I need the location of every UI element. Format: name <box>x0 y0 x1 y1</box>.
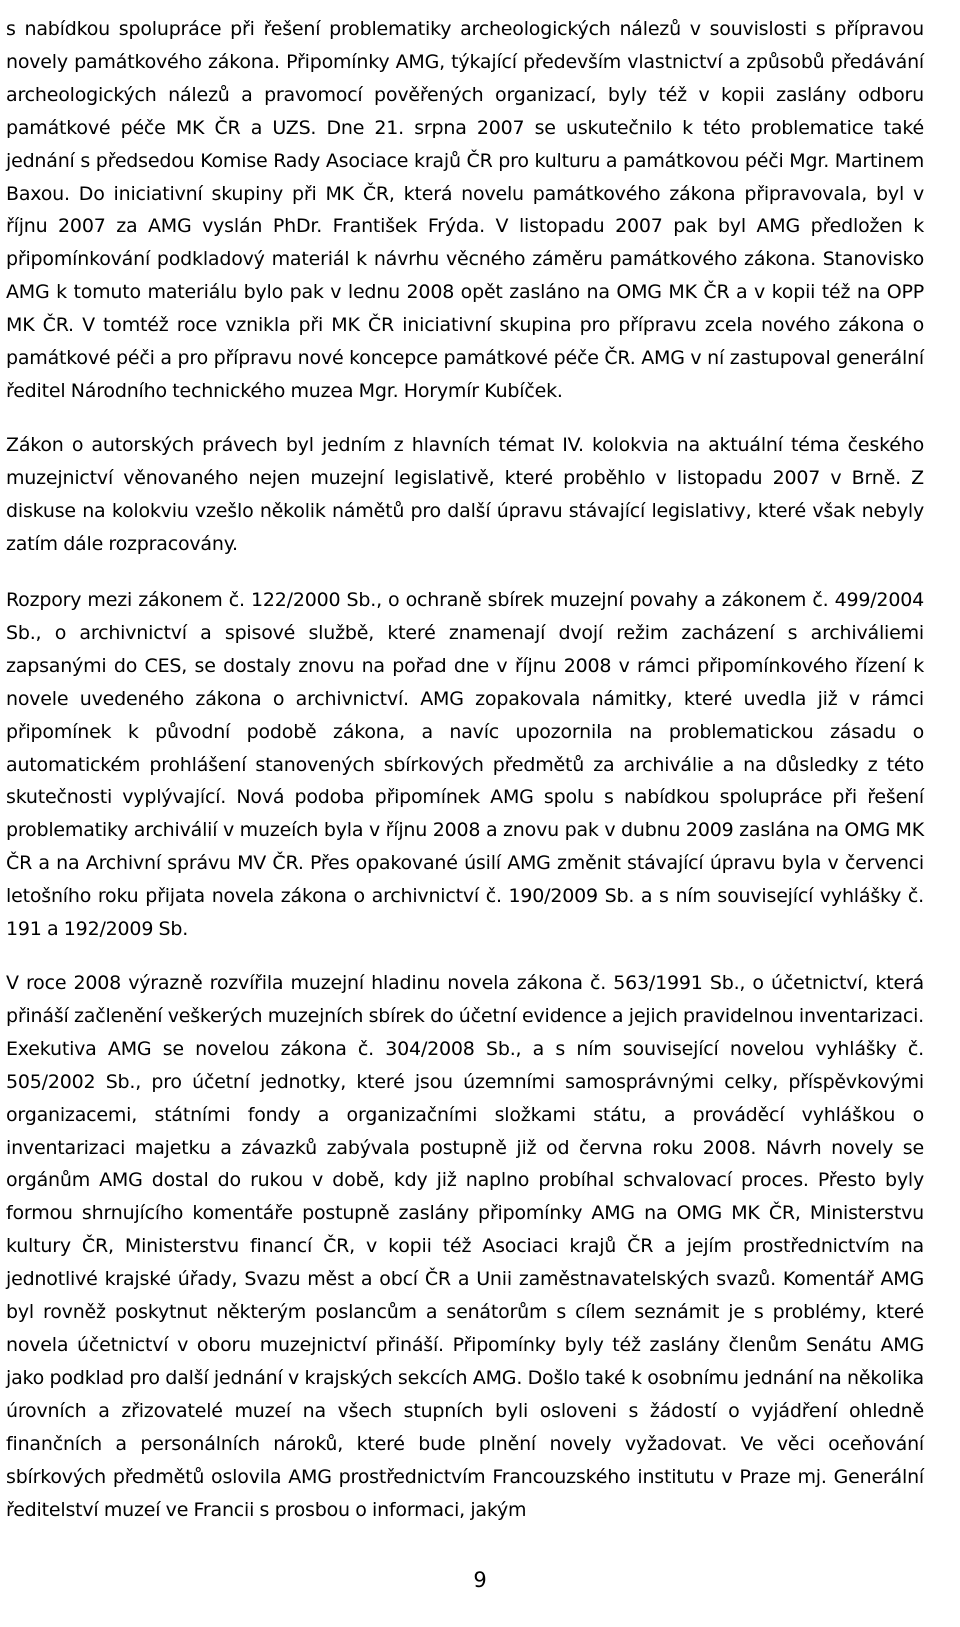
paragraph-archives: Rozpory mezi zákonem č. 122/2000 Sb., o ochraně sbírek muzejní povahy a zákonem č. 499/2004 Sb., o archivnictví a spisové službě, které znamenají dvojí režim zacházení s archiváliemi zapsanými do CES, se dostaly znovu na pořad dne v říjnu 2008 v rámci připomínkového řízení k novele uvedeného zákona o archivnictví. AMG zopakovala námitky, které uvedla již v rámci připomínek k původní podobě zákona, a navíc upozornila na problematickou zásadu o automatickém prohlášení stanovených sbírkových předmětů za archiválie a na důsledky z této skutečnosti vyplývající. Nová podoba připomínek AMG spolu s nabídkou spolupráce při řešení problematiky archiválií v muzeích byla v říjnu 2008 a znovu pak v dubnu 2009 zaslána na OMG MK ČR a na Archivní správu MV ČR. Přes opakované úsilí AMG změnit stávající úpravu byla v červenci letošního roku přijata novela zákona o archivnictví č. 190/2009 Sb. a s ním související vyhlášky č. 191 a 192/2009 Sb. <box>6 589 924 941</box>
page-number: 9 <box>473 1568 487 1592</box>
paragraph-archeology: s nabídkou spolupráce při řešení problematiky archeologických nálezů v souvislosti s přípravou novely památkového zákona. Připomínky AMG, týkající především vlastnictví a způsobů předávání archeologických nálezů a pravomocí pověřených organizací, byly též v kopii zaslány odboru památkové péče MK ČR a UZS. Dne 21. srpna 2007 se uskutečnilo k této problematice také jednání s předsedou Komise Rady Asociace krajů ČR pro kulturu a památkovou péči Mgr. Martinem Baxou. Do iniciativní skupiny při MK ČR, která novelu památkového zákona připravovala, byl v říjnu 2007 za AMG vyslán PhDr. František Frýda. V listopadu 2007 pak byl AMG předložen k připomínkování podkladový materiál k návrhu věcného záměru památkového zákona. Stanovisko AMG k tomuto materiálu bylo pak v lednu 2008 opět zasláno na OMG MK ČR a v kopii též na OPP MK ČR. V tomtéž roce vznikla při MK ČR iniciativní skupina pro přípravu zcela nového zákona o památkové péči a pro přípravu nové koncepce památkové péče ČR. AMG v ní zastupoval generální ředitel Národního technického muzea Mgr. Horymír Kubíček. <box>6 18 924 402</box>
paragraph-accounting: V roce 2008 výrazně rozvířila muzejní hladinu novela zákona č. 563/1991 Sb., o účetnictví, která přináší začlenění veškerých muzejních sbírek do účetní evidence a jejich pravidelnou inventarizaci. Exekutiva AMG se novelou zákona č. 304/2008 Sb., a s ním související novelou vyhlášky č. 505/2002 Sb., pro účetní jednotky, které jsou územními samosprávnými celky, příspěvkovými organizacemi, státními fondy a organizačními složkami státu, a prováděcí vyhláškou o inventarizaci majetku a závazků zabývala postupně již od června roku 2008. Návrh novely se orgánům AMG dostal do rukou v době, kdy již naplno probíhal schvalovací proces. Přesto byly formou shrnujícího komentáře postupně zaslány připomínky AMG na OMG MK ČR, Ministerstvu kultury ČR, Ministerstvu financí ČR, v kopii též Asociaci krajů ČR a jejím prostřednictvím na jednotlivé krajské úřady, Svazu měst a obcí ČR a Unii zaměstnavatelských svazů. Komentář AMG byl rovněž poskytnut některým poslancům a senátorům s cílem seznámit je s problémy, které novela účetnictví v oboru muzejnictví přináší. Připomínky byly též zaslány členům Senátu AMG jako podklad pro další jednání v krajských sekcích AMG. Došlo také k osobnímu jednání na několika úrovních a zřizovatelé muzeí na všech stupních byli osloveni s žádostí o vyjádření ohledně finančních a personálních nároků, které bude plnění novely vyžadovat. Ve věci oceňování sbírkových předmětů oslovila AMG prostřednictvím Francouzského institutu v Praze mj. Generální ředitelství muzeí ve Francii s prosbou o informaci, jakým <box>6 972 924 1521</box>
paragraph-copyright: Zákon o autorských právech byl jedním z hlavních témat IV. kolokvia na aktuální téma českého muzejnictví věnovaného nejen muzejní legislativě, které proběhlo v listopadu 2007 v Brně. Z diskuse na kolokviu vzešlo několik námětů pro další úpravu stávající legislativy, které však nebyly zatím dále rozpracovány. <box>6 434 924 555</box>
